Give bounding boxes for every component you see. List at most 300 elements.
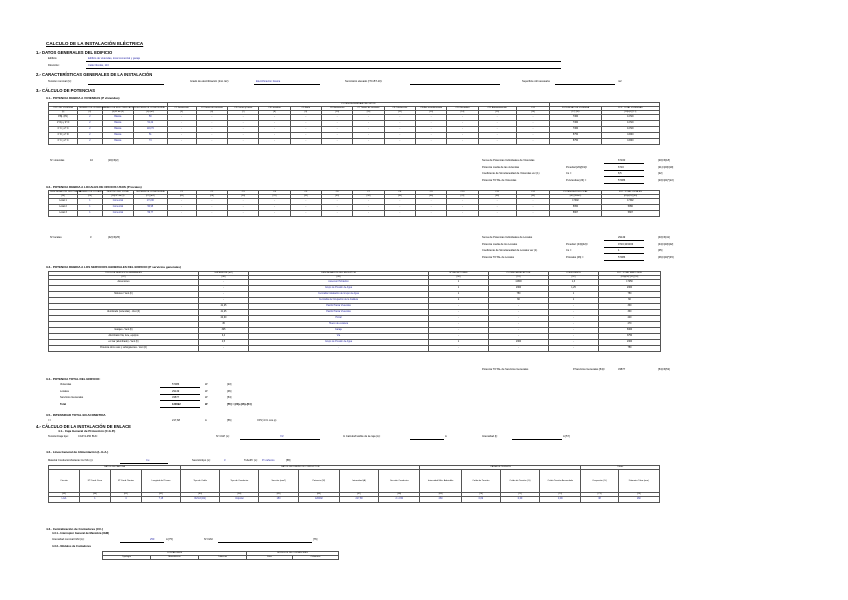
cgp-number-underline [240,439,320,440]
igm-number-label: Nº IGM: [204,538,214,541]
table-cell: 1 [549,298,599,304]
table-cell: 59,77 [134,211,168,217]
table-cell: - [259,127,290,133]
summary-label: Suma de Potencias Individuales de Locales [482,236,533,239]
table-cell: 120092 [298,497,339,503]
dwellings-count-label: Nº viviendas [50,159,65,162]
column-ref: [51] [489,276,549,280]
current-formula: I=P/(√3·U·cos φ) [257,419,277,422]
table-cell: 4,5 [199,340,249,346]
meters-heading: 4.3.- Centralización de Contadores (CC.) [46,527,104,531]
column-header: C12 [516,191,550,195]
summary-underline [604,170,644,171]
column-ref: [69] [420,493,461,497]
table-cell: 2 [78,121,103,127]
column-header: SUPERFICIE CONSTRUIDA [134,191,168,195]
table-cell: - [199,286,249,292]
table-cell: 17392 [601,199,659,205]
column-header: POT. TOTAL VIVIENDAS [601,107,659,111]
column-header: Intensidad (A) [339,470,378,493]
column-ref: [63] [181,493,220,497]
address-value[interactable]: Calle Nicolás, 113 [88,64,109,67]
cgp-fuse-label: In Calculo/Fusible de la caja (A): [343,435,381,438]
column-header: DENOMINACIÓN DEL RECEPTOR [249,272,429,276]
table-cell: - [228,133,259,139]
table-cell: Centralita de Ocupación de la Caldera [249,298,429,304]
table-cell: - [259,139,290,145]
lga-heading: 4.2.- Línea General de Alimentación (L.G.A.) [46,450,109,454]
lga-section-value[interactable]: 3 [224,459,226,462]
column-ref: [3] Nº de (3) [102,111,133,115]
table-cell: - [259,133,290,139]
table-cell: - [415,199,446,205]
column-ref: [68] [379,493,420,497]
column-header: Sección (mm²) [259,470,298,493]
column-ref: [71] [500,493,539,497]
column-ref: [1] [49,111,78,115]
table-cell: - [447,199,478,205]
table-cell: 5750 [550,133,601,139]
summary-ref: [22] [658,172,663,175]
table-cell: 240 [599,316,661,322]
table-cell: - [196,133,227,139]
summary-underline [604,176,644,177]
lga-ref: [58] [286,459,291,462]
column-header: Columnas [293,556,339,560]
table-cell: - [228,199,259,205]
table-cell: 11500 [601,139,659,145]
current-heading: 3.5.- INTENSIDAD TOTAL EN ACOMETIDA [46,413,106,417]
summary-val: 29149 [618,236,626,239]
table-cell: - [549,334,599,340]
dwellings-heading: 3.1.- POTENCIA DEBIDA A VIVIENDAS (P viviendas) [46,96,120,100]
table-cell: 1 [429,292,489,298]
column-header: C2 Tomas de corriente [196,107,227,111]
summary-ref: [43]=Σ[41] [658,236,670,239]
column-header: Caída de Tensión (%) [500,470,539,493]
table-cell: 1º Dp y 2º D [49,121,78,127]
table-cell: Garajes - Vent (h) [49,328,199,334]
table-cell: 2300 [489,340,549,346]
igm-number-underline [218,542,312,543]
column-header: GRADO DE ELECTRIFICACIÓN [103,107,136,110]
table-cell: - [228,211,259,217]
column-ref: [39] [516,195,550,199]
total-label: Viviendas [60,383,72,386]
total-underline [160,394,200,395]
table-cell: - [429,310,489,316]
column-header: COEFICIENTE [549,272,599,276]
table-cell: 7,15 [141,497,180,503]
table-cell: - [478,115,516,121]
column-ref: [10] [322,111,353,115]
column-ref: [65] [259,493,298,497]
table-cell: - [447,127,478,133]
total-label: Locales [60,389,69,393]
table-cell: 150 [259,497,298,503]
summary-val: 67160 [618,159,626,162]
table-cell: - [196,211,227,217]
table-cell: - [549,328,599,334]
building-value[interactable]: Edificio de viviendas, local comercial y garaje [88,57,141,60]
lga-tube-value[interactable]: Pr cañeros [262,459,275,462]
dwellings-count-ref: [19]=Σ[2] [108,159,119,162]
premises-count-value[interactable]: 3 [90,236,92,239]
table-cell: - [478,211,516,217]
summary-mid: Pmedia= [43]/[42]= [566,242,588,246]
table-cell: Local 2 [49,205,78,211]
table-cell: Garaje [249,328,429,334]
summary-label: Potencia media de las viviendas [482,165,520,169]
table-cell: Local 3 [49,211,78,217]
table-cell: - [384,121,415,127]
table-cell: Centralita Instalación de Grupo de Agua [249,292,429,298]
table-cell: - [290,127,321,133]
table-cell: - [429,304,489,310]
table-cell: Alumbrado (viviendas) - Vest (h) [49,310,199,316]
table-cell: - [489,310,549,316]
electrification-value[interactable]: Electrificación básica [256,80,281,83]
table-cell: - [167,211,196,217]
column-ref: [67] [339,493,378,497]
table-cell: 5950 [601,205,659,211]
table-cell: - [384,115,415,121]
column-ref: [30] [228,195,259,199]
total-unit: W [205,402,208,406]
table-cell: 14720 [601,121,659,127]
column-header: C12 [516,107,550,111]
table-cell: 160 [618,497,659,503]
column-header: NÚMERO DE VIVIENDAS [79,107,105,110]
table-cell: Hueco de escalera [249,322,429,328]
column-header: Caída de Tensión [461,470,500,493]
column-header: C10 Secadora [447,107,478,111]
table-cell: - [429,328,489,334]
column-ref: [48] [199,276,249,280]
table-cell: - [167,139,196,145]
table-cell: - [196,199,227,205]
table-cell: 41,25 [199,310,249,316]
table-cell: - [516,133,550,139]
column-ref: [66] [298,493,339,497]
summary-val: 57086 [618,178,626,182]
table-cell: - [290,205,321,211]
column-ref: [47] [49,276,199,280]
table-cell: 1 [78,205,103,211]
column-ref: [14] [447,111,478,115]
lga-material-label: Material Conductor/Aislante Cu/ Mx (x): [48,459,94,462]
summary-underline [604,240,644,241]
building-underline [86,61,561,62]
table-cell: 51 [134,133,168,139]
table-cell: - [516,199,550,205]
column-header: C1 Iluminación [167,107,196,111]
table-cell: 1 [429,298,489,304]
column-header: C6 Iluminación [322,107,353,111]
igm-heading: 4.3.1.- Interruptor General de Maniobra (IGM) [52,532,110,535]
voltage-label: Tensión nominal (U): [48,80,72,83]
summary-mid: P.locales [46] = [566,255,584,259]
table-cell: Ascensor Hidráulico [249,280,429,286]
table-cell: - [489,316,549,322]
table-cell: - [290,211,321,217]
igm-unit: A [75] [166,538,173,541]
electrification-underline [254,84,320,85]
column-header: Tipología [103,556,151,560]
table-cell: - [322,133,353,139]
table-cell: - [478,133,516,139]
table-cell: - [516,127,550,133]
summary-ref: [23]=[21]*[22] [658,178,674,182]
cgp-value[interactable]: CGP-9-250 BUC [78,435,98,438]
table-cell: 14720 [601,127,659,133]
summary-label: Suma de Potencias Individuales de Viviendas [482,159,535,162]
table-cell: - [429,322,489,328]
supply-label: Suministro elevado (ITC-BT-10): [345,80,383,83]
table-cell: - [196,139,227,145]
column-ref: [25] [78,195,103,199]
surface-label: Superficie útil necesaria: [522,80,551,83]
table-cell: Grupo de Presión de Agua [249,286,429,292]
lga-table [48,465,660,503]
table-cell: - [429,346,489,352]
table-cell: - [228,127,259,133]
current-label: I = [48,419,51,422]
summary-val: 1 [618,249,620,252]
table-cell: Portal [249,316,429,322]
column-header: POTENCIA POR LOCAL [550,191,601,195]
total-unit: W [205,383,208,386]
column-ref: [73] [581,493,618,497]
total-ref: [54] [227,396,232,399]
table-cell: - [322,139,353,145]
column-ref: [5] [167,111,196,115]
summary-underline [604,183,644,184]
column-ref: [49] [249,276,429,280]
table-cell: - [384,211,415,217]
table-cell: - [549,304,599,310]
column-ref: [50] [429,276,489,280]
column-ref: [33] [322,195,353,199]
total-label: Total [60,402,67,406]
table-cell: Pasillo Planta Viviendas [249,310,429,316]
lga-material-underline [120,463,168,464]
section-2-heading: 2.- CARACTERÍSTICAS GENERALES DE LA INSTALACIÓN [36,72,153,77]
column-ref: [61] [110,493,141,497]
table-cell: - [489,304,549,310]
summary-ref: [20]=Σ[18] [658,159,670,162]
table-cell: - [199,298,249,304]
column-header: C4 Lavadora [259,107,290,111]
section-3-heading: 3.- CÁLCULO DE POTENCIAS [36,88,96,93]
dwellings-table [48,102,660,145]
column-ref: [70] [461,493,500,497]
table-cell: - [290,139,321,145]
lga-material-value[interactable]: Cu [146,459,150,462]
total-val: 57086 [172,383,180,386]
surface-underline [555,84,615,85]
column-ref: [52] [549,276,599,280]
table-cell: - [353,121,384,127]
cgp-fuse-underline [410,439,444,440]
column-ref: [11] [353,111,384,115]
table-cell: Motores / Vent (h) [49,292,199,298]
column-ref: [74] [618,493,659,497]
table-cell: - [353,133,384,139]
table-cell: 24,00 [199,316,249,322]
table-cell: - [196,115,227,121]
electrification-label: Grado de electrificación (Inst. Ez): [190,80,230,83]
summary-mid: Cs = [566,249,572,252]
column-header: C8 [384,191,415,195]
table-cell: 1,3 [549,280,599,286]
header-group-cell: POTENCIA DEBIDA A CIRCUITOS [167,103,550,107]
table-cell: Ascensores [49,280,199,286]
table-cell: - [384,127,415,133]
table-cell: - [516,115,550,121]
total-unit: W [205,389,208,393]
summary-ref: [45] [658,249,663,252]
column-ref: [15] [478,111,516,115]
total-val: 120092 [172,402,181,406]
column-header: TIPOS DE SERVICIOS GENERALES [49,272,199,276]
column-header: Tipo de Conductor [220,470,259,493]
table-cell: - [478,139,516,145]
table-cell: - [489,346,549,352]
total-underline [160,387,200,388]
column-header: Monofásicos [151,556,199,560]
summary-label: Potencia TOTAL de Viviendas [482,178,517,182]
table-cell: Potencia otros usos y subsiguientes - Vent (h) [49,346,199,352]
table-cell: Grupo de Presión de Agua [249,340,429,346]
header-group-cell: MÓDULOS DE CONTADORES [247,552,339,556]
table-cell: - [199,292,249,298]
table-cell: - [322,115,353,121]
table-cell: - [167,121,196,127]
cgp-number-value[interactable]: 7/2 [280,435,284,438]
cgp-fuse-unit: A [445,435,447,438]
summary-label: Coeficiente de Simultaneidad de Viviendas ver (1) [482,172,540,175]
services-table [48,271,661,352]
column-header: C7 [353,191,384,195]
column-ref: [60] [79,493,110,497]
column-header: Potencia (W) [298,470,339,493]
column-ref: [53]=[50]*[51]*[52] [599,276,661,280]
table-cell: 45 [199,322,249,328]
column-header: Sección Conductor [379,470,420,493]
total-ref: [23] [227,383,232,386]
table-cell: 119,76 [134,127,168,133]
table-cell: 2300 [599,340,661,346]
column-ref: [18]=[2]*[17] [601,111,659,115]
table-cell: - [549,316,599,322]
table-cell: - [447,115,478,121]
current-ref: [56] [227,419,232,422]
column-header: Diámetro Tubo (mm) [618,470,659,493]
column-header: C9 Aire acondicionado [415,107,446,111]
table-cell: - [228,115,259,121]
table-cell: - [353,205,384,211]
table-cell: 2 x 150 [379,497,420,503]
table-cell: 51,22 [134,121,168,127]
igm-label: Intensidad nominal IGM (A): [52,538,85,541]
table-cell: Unipolar [220,497,259,503]
table-cell: 4 [110,497,141,503]
column-ref: [7] [228,111,259,115]
cgp-heading: 4.1.- Caja General de Protección (C.G.P.) [58,429,116,433]
table-cell: RZ1-K(AS) [181,497,220,503]
cgp-current-label: Intensidad (I): [482,435,498,438]
table-cell: - [322,121,353,127]
summary-val: 8,5 [618,172,622,175]
column-header: C6 [322,191,353,195]
table-cell: - [478,199,516,205]
total-heading: 3.4.- POTENCIA TOTAL DEL EDIFICIO: [46,377,101,381]
table-cell: 50 [134,115,168,121]
total-label: Servicios Generales [60,396,84,399]
summary-val: 9716,333333 [618,242,634,246]
column-ref: [16] [516,111,550,115]
table-cell: - [322,199,353,205]
summary-val: 57086 [618,255,626,259]
table-cell: - [516,121,550,127]
column-header: Intensidad Máx. Admisible [420,470,461,493]
table-cell: 17250 [599,280,661,286]
page-title: CALCULO DE LA INSTALACIÓN ELÉCTRICA [46,41,144,46]
table-cell: Básica [102,115,133,121]
column-header: C11 Automatización [478,107,516,111]
services-heading: 3.3.- POTENCIA DEBIDA A LOS SERVICIOS GENERALES DEL EDIFICIO (P servicios generales) [46,265,181,269]
igm-value[interactable]: 250 [150,538,155,541]
table-cell: 5950 [550,205,601,211]
building-label: Edificio: [48,57,58,60]
table-cell: - [384,205,415,211]
column-header: Nº Cond. Neutro [110,470,141,493]
cgp-number-label: Nº CGP (x): [216,435,230,438]
table-cell: en Gar (alumbrado) - Vent (h) [49,340,199,346]
summary-label: Potencia media de los Locales [482,242,518,246]
table-cell: 11500 [489,280,549,286]
table-cell: - [196,205,227,211]
table-cell: - [228,205,259,211]
column-header: Circuito [49,470,80,493]
table-cell: 750 [599,292,661,298]
table-cell: - [516,205,550,211]
table-row [49,139,660,145]
table-cell: 5807 [550,211,601,217]
table-cell: 171,96 [134,199,168,205]
column-ref: [38] [478,195,516,199]
address-label: Dirección: [48,64,60,67]
column-header: Nº Cond. Fase [79,470,110,493]
table-cell: 2300 [599,286,661,292]
table-cell: P.Bj. (Pb) [49,115,78,121]
column-ref: [6] [196,111,227,115]
table-cell: Básica [102,139,133,145]
table-cell: Alumbrado Vía, luce, equipos [49,334,199,340]
table-cell: - [384,133,415,139]
table-cell: 330 [599,304,661,310]
total-val: 29149 [172,389,180,393]
table-cell: 1 [429,340,489,346]
table-cell: 41,25 [199,304,249,310]
table-cell: 1º C y 2º C [49,139,78,145]
column-header: POT. TOTAL LOCALES [601,191,659,195]
column-header: Longitud del Tramo [141,470,180,493]
table-cell: 2 [78,127,103,133]
dwellings-count-value[interactable]: 10 [90,159,93,162]
services-total-ref: [54]=Σ[53] [658,368,670,371]
